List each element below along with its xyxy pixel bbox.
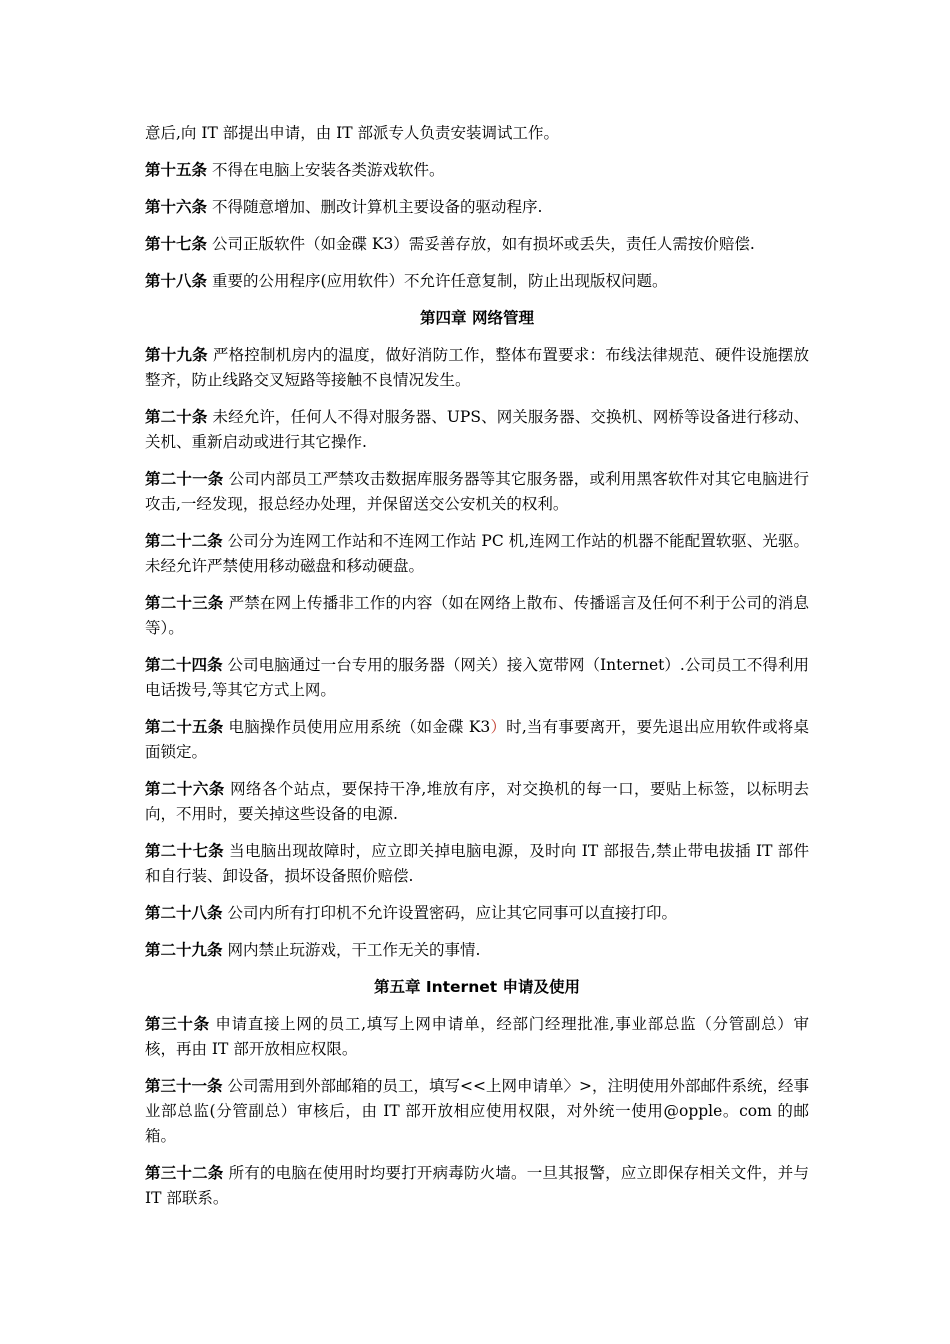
article-label: 第二十八条 <box>145 904 223 922</box>
article-label: 第三十一条 <box>145 1077 223 1095</box>
article-text: 网内禁止玩游戏，干工作无关的事情. <box>222 941 481 959</box>
article-label: 第十九条 <box>145 346 208 364</box>
article-label: 第二十七条 <box>145 842 224 860</box>
article-18 <box>145 269 809 294</box>
intro-text: 意后,向 IT 部提出申请，由 IT 部派专人负责安装调试工作。 <box>145 124 560 142</box>
article-19 <box>145 343 809 393</box>
chapter-4-heading: 第四章 网络管理 <box>420 309 534 327</box>
article-text: 电脑操作员使用应用系统（如金碟 K3 <box>223 718 491 736</box>
article-text: 公司内部员工严禁攻击数据库服务器等其它服务器，或利用黑客软件对其它电脑进行攻击,一经发现，报总经办处理，并保留送交公安机关的权利。 <box>145 470 809 513</box>
article-text: 重要的公用程序(应用软件）不允许任意复制，防止出现版权问题。 <box>207 272 668 290</box>
article-16 <box>145 195 809 220</box>
article-text: 严格控制机房内的温度，做好消防工作，整体布置要求：布线法律规范、硬件设施摆放整齐，防止线路交叉短路等接触不良情况发生。 <box>145 346 809 389</box>
article-27 <box>145 839 809 889</box>
article-label: 第三十条 <box>145 1015 210 1033</box>
article-text: 公司正版软件（如金碟 K3）需妥善存放，如有损坏或丢失，责任人需按价赔偿. <box>207 235 755 253</box>
intro-paragraph <box>145 121 809 146</box>
article-30 <box>145 1012 809 1062</box>
article-28 <box>145 901 809 926</box>
article-text: 不得在电脑上安装各类游戏软件。 <box>207 161 445 179</box>
article-17 <box>145 232 809 257</box>
article-text: 时,当有事要离开，要先退出应用软件或将桌面锁定。 <box>145 718 809 761</box>
article-text: 严禁在网上传播非工作的内容（如在网络上散布、传播谣言及任何不利于公司的消息等）。 <box>145 594 809 637</box>
article-label: 第二十四条 <box>145 656 223 674</box>
article-label: 第二十一条 <box>145 470 224 488</box>
article-label: 第十八条 <box>145 272 208 290</box>
article-21 <box>145 467 809 517</box>
article-label: 第二十条 <box>145 408 208 426</box>
article-label: 第二十三条 <box>145 594 224 612</box>
article-29 <box>145 938 809 963</box>
article-text: 未经允许，任何人不得对服务器、UPS、网关服务器、交换机、网桥等设备进行移动、关机、重新启动或进行其它操作. <box>145 408 809 451</box>
article-23 <box>145 591 809 641</box>
article-26 <box>145 777 809 827</box>
article-text: 申请直接上网的员工,填写上网申请单，经部门经理批准,事业部总监（分管副总）审核，再由 IT 部开放相应权限。 <box>145 1015 809 1058</box>
article-24 <box>145 653 809 703</box>
chapter-5-heading: 第五章 Internet 申请及使用 <box>373 978 581 996</box>
article-22 <box>145 529 809 579</box>
article-label: 第二十六条 <box>145 780 225 798</box>
article-text: 所有的电脑在使用时均要打开病毒防火墙。一旦其报警，应立即保存相关文件，并与 IT 部联系。 <box>145 1164 809 1207</box>
article-text: 公司需用到外部邮箱的员工，填写<<上网申请单〉>，注明使用外部邮件系统，经事业部总监(分管副总）审核后，由 IT 部开放相应使用权限，对外统一使用@opple。com 的邮箱。 <box>145 1077 809 1145</box>
article-text: 不得随意增加、删改计算机主要设备的驱动程序. <box>207 198 543 216</box>
article-text: 公司内所有打印机不允许设置密码，应让其它同事可以直接打印。 <box>222 904 677 922</box>
article-label: 第二十二条 <box>145 532 223 550</box>
article-20 <box>145 405 809 455</box>
article-label: 第十六条 <box>145 198 208 216</box>
article-text: 公司分为连网工作站和不连网工作站 PC 机,连网工作站的机器不能配置软驱、光驱。未经允许严禁使用移动磁盘和移动硬盘。 <box>145 532 809 575</box>
article-text: 网络各个站点，要保持干净,堆放有序，对交换机的每一口，要贴上标签，以标明去向，不用时，要关掉这些设备的电源. <box>145 780 809 823</box>
article-25 <box>145 715 809 765</box>
article-32 <box>145 1161 809 1211</box>
article-label: 第十七条 <box>145 235 208 253</box>
article-15 <box>145 158 809 183</box>
article-text: 当电脑出现故障时，应立即关掉电脑电源，及时向 IT 部报告,禁止带电拔插 IT 部件和自行装、卸设备，损坏设备照价赔偿. <box>145 842 809 885</box>
article-label: 第二十五条 <box>145 718 224 736</box>
document-body <box>145 121 809 1223</box>
article-label: 第十五条 <box>145 161 208 179</box>
article-text-red: ） <box>490 718 507 736</box>
article-text: 公司电脑通过一台专用的服务器（网关）接入宽带网（Internet）.公司员工不得利用电话拨号,等其它方式上网。 <box>145 656 809 699</box>
article-label: 第三十二条 <box>145 1164 224 1182</box>
article-label: 第二十九条 <box>145 941 223 959</box>
article-31 <box>145 1074 809 1149</box>
